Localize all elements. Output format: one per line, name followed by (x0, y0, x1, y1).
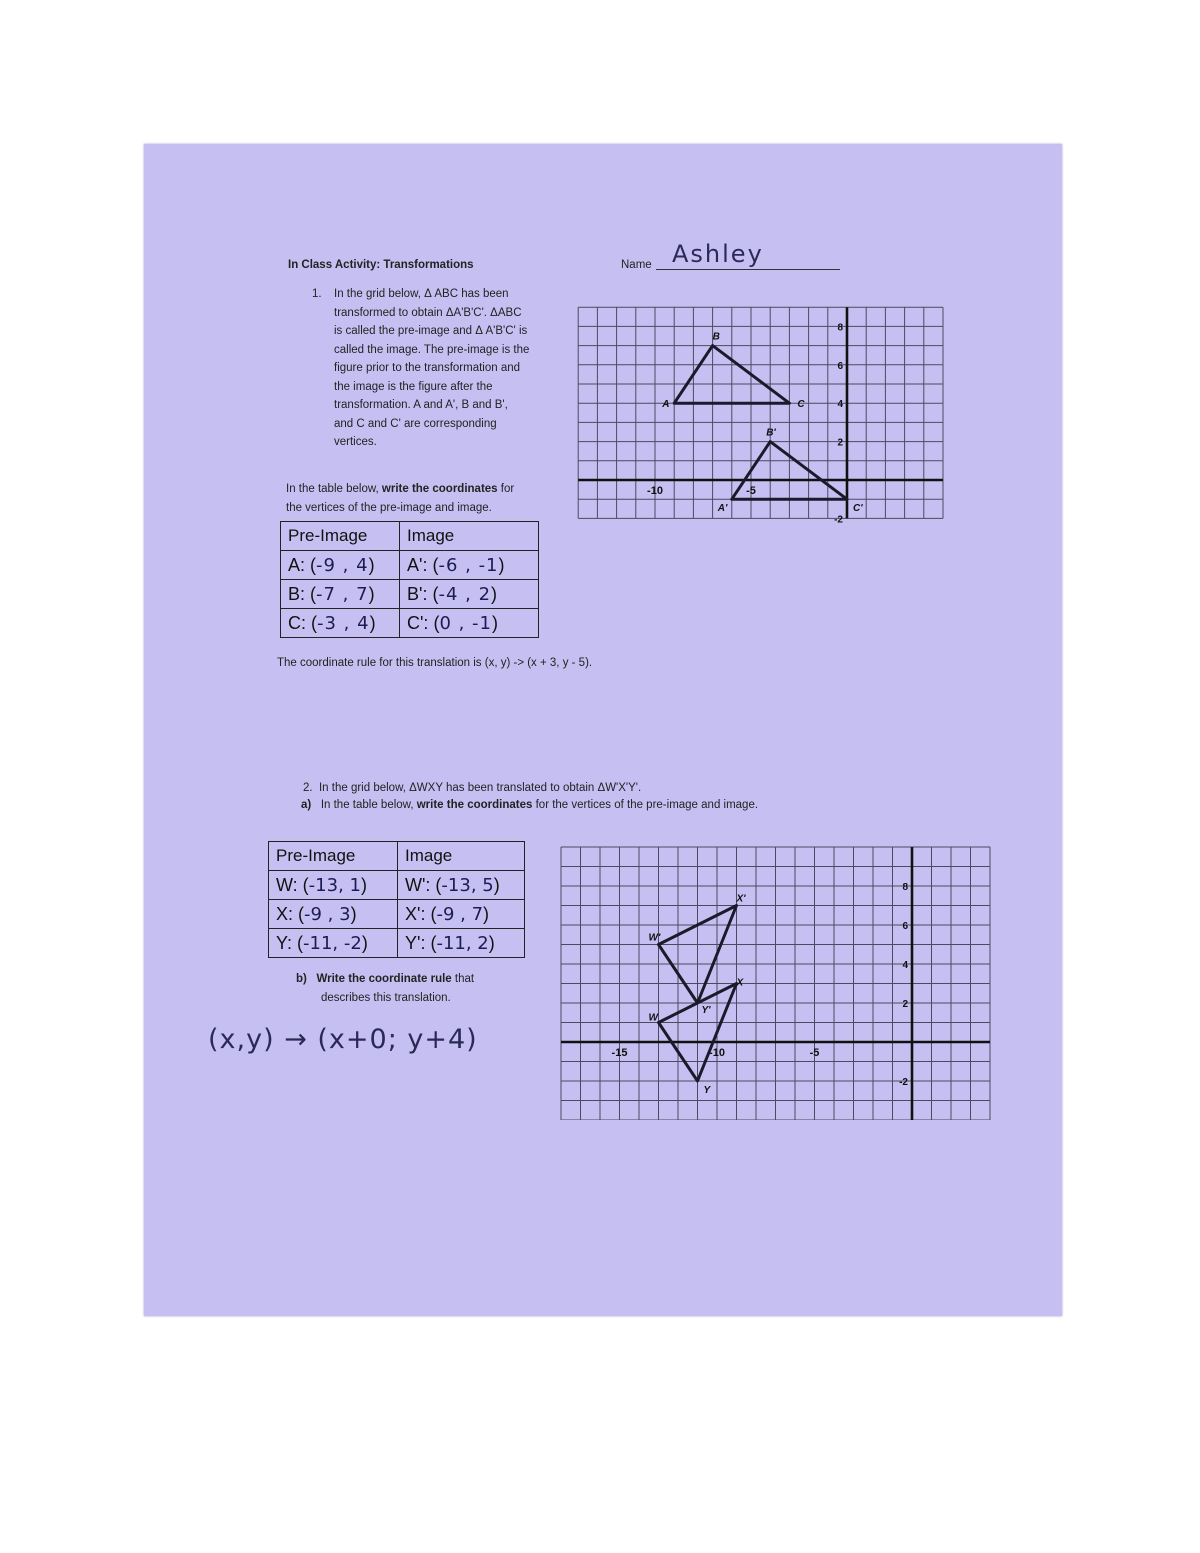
x-tick-label: -10 (709, 1047, 725, 1059)
image-cell[interactable] (400, 609, 539, 638)
image-cell[interactable] (398, 929, 525, 958)
vertex-label: Y' (701, 1005, 711, 1016)
handwritten-value: -13, 5 (441, 874, 494, 896)
y-tick-label: 8 (837, 322, 843, 334)
q1-table-intro-line2: the vertices of the pre-image and image. (286, 501, 492, 514)
q1-prompt-line: the image is the figure after the (334, 380, 493, 393)
handwritten-value: -4 , 2 (438, 583, 492, 605)
handwritten-value: 0 , -1 (439, 612, 493, 634)
q1-prompt-line: called the image. The pre-image is the (334, 343, 530, 356)
y-tick-label: -2 (834, 514, 843, 526)
y-tick-label: 2 (837, 437, 843, 449)
q1-prompt-line: vertices. (334, 436, 377, 448)
handwritten-value: -13, 1 (308, 874, 361, 896)
handwritten-answer: (x,y) → (x+0; y+4) (208, 1024, 478, 1055)
name-underline (656, 269, 840, 270)
handwritten-value: -9 , 7 (436, 903, 484, 925)
intro-text: for (497, 483, 515, 495)
pre-image-cell[interactable] (269, 929, 398, 958)
y-tick-label: 8 (902, 882, 908, 893)
cell-label: C: ( (288, 612, 317, 633)
vertex-label: B (712, 331, 720, 343)
q1-prompt-line: transformed to obtain ΔA'B'C'. ΔABC (334, 306, 522, 319)
cell-label: W': ( (405, 874, 442, 895)
pre-image-cell[interactable] (281, 551, 400, 580)
part-b-text: that (451, 973, 475, 985)
image-cell[interactable] (400, 551, 539, 580)
q2-coordinate-table (268, 841, 525, 958)
name-label: Name (621, 259, 652, 271)
x-tick-label: -10 (647, 485, 663, 497)
q2-part-a (301, 796, 758, 815)
handwritten-value: -11, -2 (303, 932, 362, 954)
cell-close: ) (369, 612, 376, 633)
cell-close: ) (368, 583, 375, 604)
q1-prompt-line: In the grid below, Δ ABC has been (334, 288, 509, 300)
pre-image-cell[interactable] (269, 900, 398, 929)
image-header: Image (398, 842, 525, 871)
q1-prompt (334, 285, 584, 452)
q1-prompt-line: figure prior to the transformation and (334, 362, 521, 374)
handwritten-value: -11, 2 (436, 932, 489, 954)
pre-image-header: Pre-Image (281, 522, 400, 551)
handwritten-value: -9 , 4 (316, 554, 369, 576)
q1-number: 1. (312, 288, 322, 300)
q2-prompt: In the grid below, ΔWXY has been translated to obtain ΔW'X'Y'. (318, 782, 642, 794)
cell-close: ) (360, 874, 367, 895)
vertex-label: W (648, 1012, 658, 1024)
cell-label: C': ( (407, 612, 440, 633)
handwritten-value: -9 , 3 (304, 903, 351, 925)
handwritten-value: -3 , 4 (317, 612, 370, 634)
part-a-text: for the vertices of the pre-image and image. (532, 799, 759, 811)
cell-label: Y: ( (276, 932, 304, 953)
vertex-label: A (662, 399, 670, 411)
table-row (269, 900, 525, 929)
q1-coordinate-graph (575, 285, 960, 545)
q1-table-intro-line1 (286, 480, 586, 499)
table-header-row (281, 522, 539, 551)
cell-close: ) (492, 612, 499, 633)
table-header-row (269, 842, 525, 871)
y-tick-label: -2 (899, 1077, 908, 1088)
y-tick-label: 2 (902, 999, 908, 1010)
handwritten-value: -6 , -1 (438, 554, 499, 576)
q1-coordinate-table (280, 521, 539, 638)
table-row (269, 871, 525, 900)
q2-prompt-line (303, 779, 641, 798)
y-tick-label: 6 (837, 360, 843, 372)
table-row (281, 580, 539, 609)
x-tick-label: -15 (611, 1047, 628, 1059)
pre-image-cell[interactable] (281, 609, 400, 638)
image-cell[interactable] (400, 580, 539, 609)
q1-prompt-line: transformation. A and A', B and B', (334, 399, 508, 411)
image-cell[interactable] (398, 900, 525, 929)
cell-close: ) (361, 932, 368, 953)
table-row (269, 929, 525, 958)
cell-label: X': ( (405, 903, 437, 924)
cell-close: ) (483, 903, 490, 924)
part-b-line1 (296, 970, 474, 989)
cell-close: ) (368, 554, 375, 575)
table-row (281, 551, 539, 580)
q1-prompt-line: is called the pre-image and Δ A'B'C' is (334, 325, 528, 337)
part-b-label: b) (296, 973, 307, 985)
q2-part-b (296, 970, 474, 1007)
part-b-line2: describes this translation. (321, 991, 451, 1004)
pre-image-cell[interactable] (269, 871, 398, 900)
y-tick-label: 6 (902, 921, 908, 932)
cell-label: A': ( (407, 554, 439, 575)
cell-close: ) (488, 932, 495, 953)
vertex-label: Y (703, 1085, 711, 1096)
q1-coordinate-rule: The coordinate rule for this translation is (x, y) -> (x + 3, y - 5). (277, 657, 593, 669)
vertex-label: X (736, 977, 744, 989)
image-header: Image (400, 522, 539, 551)
pre-image-cell[interactable] (281, 580, 400, 609)
x-tick-label: -5 (746, 485, 756, 497)
vertex-label: B' (766, 427, 776, 439)
y-tick-label: 4 (837, 399, 843, 411)
cell-close: ) (498, 554, 505, 575)
cell-close: ) (493, 874, 500, 895)
part-a-text: In the table below, (320, 799, 417, 811)
table-row (281, 609, 539, 638)
part-a-bold-text: write the coordinates (416, 799, 533, 811)
vertex-label: W' (648, 932, 661, 944)
activity-title: In Class Activity: Transformations (288, 259, 474, 271)
cell-close: ) (491, 583, 498, 604)
y-tick-label: 4 (902, 960, 908, 971)
student-name: Ashley (672, 240, 764, 268)
cell-label: W: ( (276, 874, 309, 895)
intro-bold-text: write the coordinates (381, 483, 498, 495)
vertex-label: C' (853, 503, 863, 515)
handwritten-value: -7 , 7 (316, 583, 369, 605)
cell-label: Y': ( (405, 932, 437, 953)
part-b-bold-text: Write the coordinate rule (316, 973, 452, 985)
image-cell[interactable] (398, 871, 525, 900)
q2-coordinate-graph (555, 835, 995, 1120)
vertex-label: X' (736, 893, 746, 905)
cell-label: X: ( (276, 903, 305, 924)
cell-label: A: ( (288, 554, 317, 575)
q1-table-intro (286, 480, 586, 517)
q1-prompt-line: and C and C' are corresponding (334, 417, 497, 430)
intro-text: In the table below, (286, 483, 382, 495)
part-a-label: a) (301, 799, 312, 811)
cell-close: ) (350, 903, 357, 924)
q2-number: 2. (303, 782, 313, 794)
cell-label: B: ( (288, 583, 317, 604)
vertex-label: A' (717, 503, 728, 515)
cell-label: B': ( (407, 583, 439, 604)
pre-image-header: Pre-Image (269, 842, 398, 871)
vertex-label: C (797, 399, 805, 411)
x-tick-label: -5 (809, 1047, 820, 1059)
